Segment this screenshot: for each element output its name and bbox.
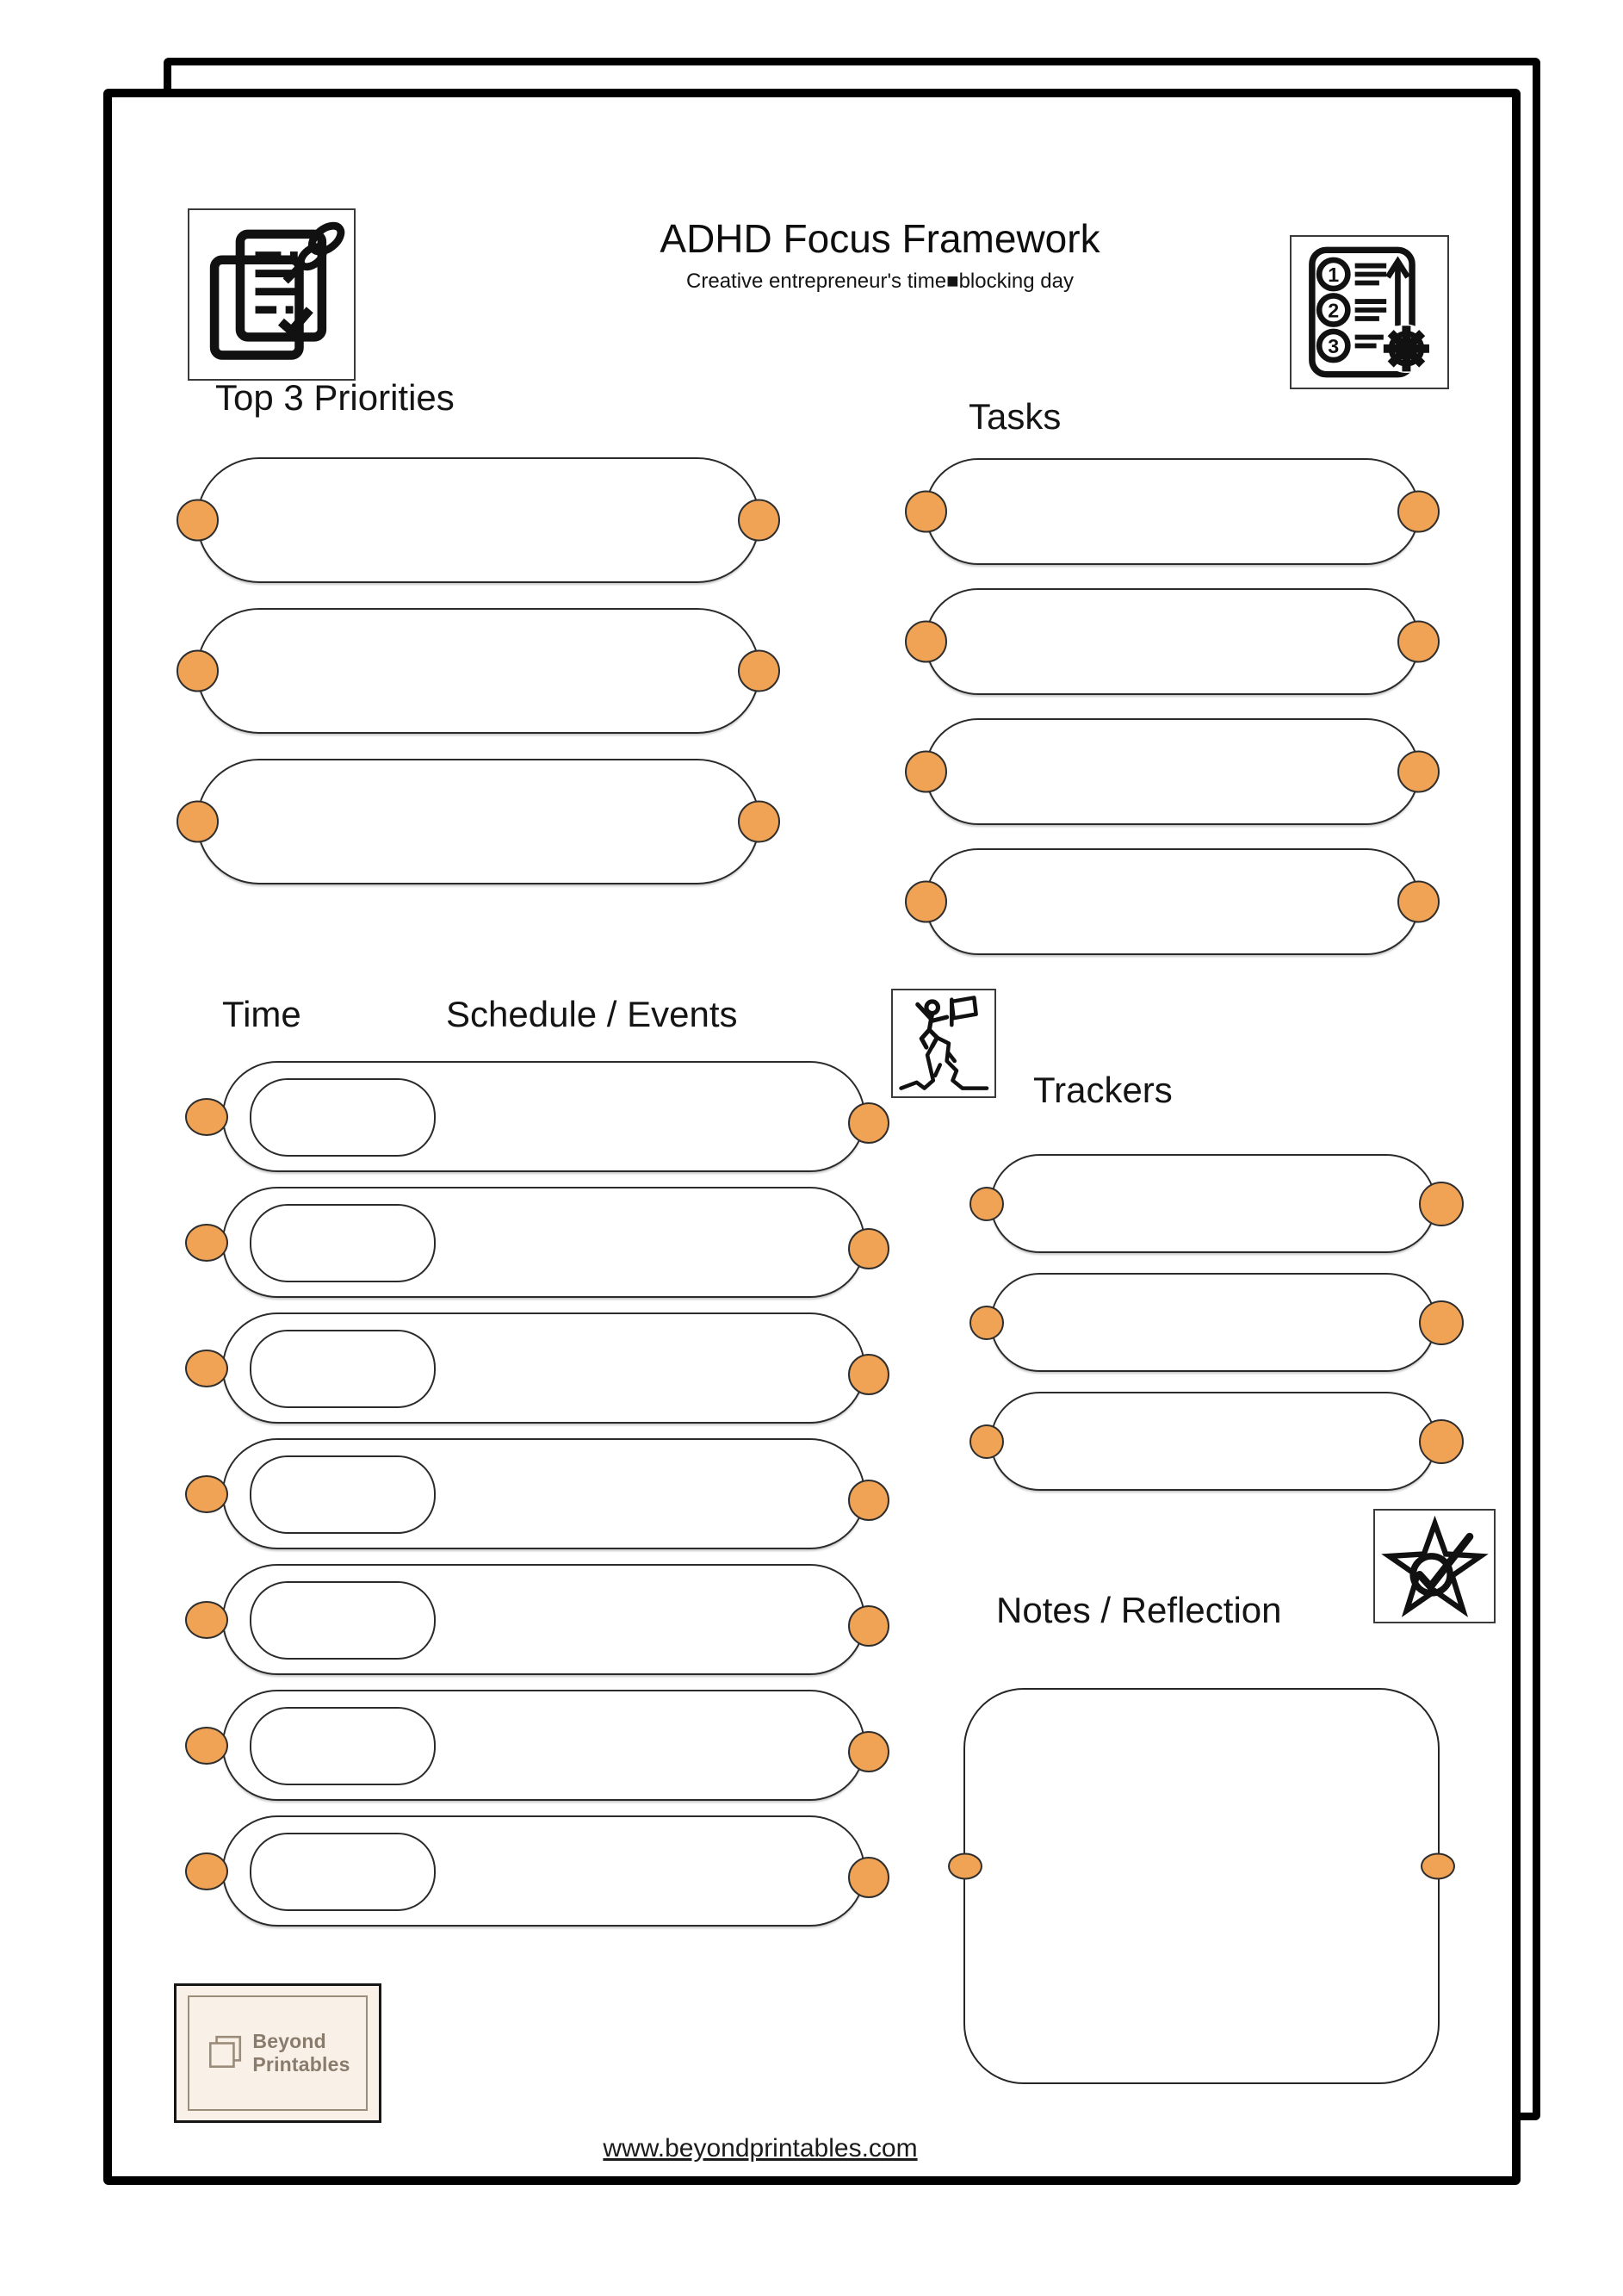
accent-dot-left: [177, 500, 219, 542]
schedule-row[interactable]: [222, 1564, 865, 1675]
notes-field[interactable]: [963, 1688, 1440, 2084]
accent-dot-left: [969, 1306, 1004, 1340]
website-link[interactable]: www.beyondprintables.com: [603, 2134, 918, 2163]
schedule-row[interactable]: [222, 1312, 865, 1424]
notes-pushpin-icon: [188, 208, 356, 381]
time-slot-field[interactable]: [250, 1204, 436, 1282]
accent-dot-right: [848, 1605, 889, 1647]
priorities-list: [196, 457, 760, 884]
tracker-row[interactable]: [990, 1273, 1436, 1372]
notes-heading: Notes / Reflection: [996, 1590, 1282, 1630]
time-slot-field[interactable]: [250, 1330, 436, 1408]
schedule-row[interactable]: [222, 1815, 865, 1927]
accent-dot-right: [738, 650, 780, 692]
page-title: ADHD Focus Framework: [660, 216, 1100, 261]
accent-dot-left: [177, 650, 219, 692]
numbered-priority-gear-icon: [1290, 235, 1449, 389]
accent-dot-right: [1397, 881, 1440, 923]
accent-dot-left: [969, 1424, 1004, 1459]
accent-dot-left: [185, 1852, 228, 1890]
accent-dot-left: [905, 881, 947, 923]
schedule-list: [222, 1061, 865, 1927]
task-row[interactable]: [925, 588, 1420, 695]
accent-dot-right: [1419, 1300, 1464, 1345]
accent-dot-right: [738, 801, 780, 843]
tasks-heading: Tasks: [969, 396, 1062, 437]
time-slot-field[interactable]: [250, 1078, 436, 1157]
brand-logo: [174, 1983, 381, 2123]
svg-text:3: 3: [1328, 334, 1340, 357]
trackers-list: [990, 1154, 1436, 1491]
accent-dot-left: [185, 1601, 228, 1639]
schedule-row[interactable]: [222, 1690, 865, 1801]
accent-dot-left: [905, 751, 947, 793]
time-slot-field[interactable]: [250, 1455, 436, 1534]
accent-dot-right: [848, 1354, 889, 1395]
accent-dot-right: [1397, 751, 1440, 793]
time-slot-field[interactable]: [250, 1833, 436, 1911]
tracker-row[interactable]: [990, 1154, 1436, 1253]
accent-dot-right: [1419, 1182, 1464, 1226]
accent-dot-right: [848, 1102, 889, 1144]
mountain-summit-flag-icon: [891, 989, 996, 1098]
accent-dot-left: [177, 801, 219, 843]
star-check-icon: [1373, 1509, 1496, 1623]
schedule-row[interactable]: [222, 1061, 865, 1172]
accent-dot-left: [185, 1098, 228, 1136]
accent-dot-left: [969, 1187, 1004, 1221]
accent-dot-left: [185, 1475, 228, 1513]
priority-row[interactable]: [196, 457, 760, 583]
accent-dot-left: [185, 1727, 228, 1765]
schedule-row[interactable]: [222, 1438, 865, 1549]
time-slot-field[interactable]: [250, 1707, 436, 1785]
brand-name: Beyond Printables: [252, 2029, 350, 2076]
tracker-row[interactable]: [990, 1392, 1436, 1491]
svg-text:2: 2: [1328, 299, 1340, 322]
task-row[interactable]: [925, 718, 1420, 825]
stacked-pages-icon: [205, 2033, 245, 2073]
accent-dot-left: [185, 1350, 228, 1387]
accent-dot-left: [905, 491, 947, 533]
accent-dot-right: [738, 500, 780, 542]
header: [536, 215, 1224, 294]
svg-text:1: 1: [1328, 263, 1340, 286]
accent-dot-right: [848, 1731, 889, 1772]
accent-dot-left: [905, 621, 947, 663]
schedule-events-heading: Schedule / Events: [446, 994, 738, 1034]
accent-dot-right: [1419, 1419, 1464, 1464]
priority-row[interactable]: [196, 608, 760, 734]
accent-dot-right: [1421, 1853, 1455, 1880]
accent-dot-right: [1397, 491, 1440, 533]
accent-dot-right: [848, 1480, 889, 1521]
accent-dot-left: [185, 1224, 228, 1262]
task-row[interactable]: [925, 458, 1420, 565]
accent-dot-right: [1397, 621, 1440, 663]
priorities-heading: Top 3 Priorities: [215, 377, 455, 418]
tasks-list: [925, 458, 1420, 955]
trackers-heading: Trackers: [1033, 1070, 1173, 1110]
accent-dot-right: [848, 1228, 889, 1269]
priority-row[interactable]: [196, 759, 760, 884]
accent-dot-left: [948, 1853, 982, 1880]
accent-dot-right: [848, 1857, 889, 1898]
time-heading: Time: [222, 994, 301, 1034]
task-row[interactable]: [925, 848, 1420, 955]
schedule-row[interactable]: [222, 1187, 865, 1298]
time-slot-field[interactable]: [250, 1581, 436, 1660]
page-subtitle: Creative entrepreneur's time■blocking day: [686, 270, 1074, 293]
